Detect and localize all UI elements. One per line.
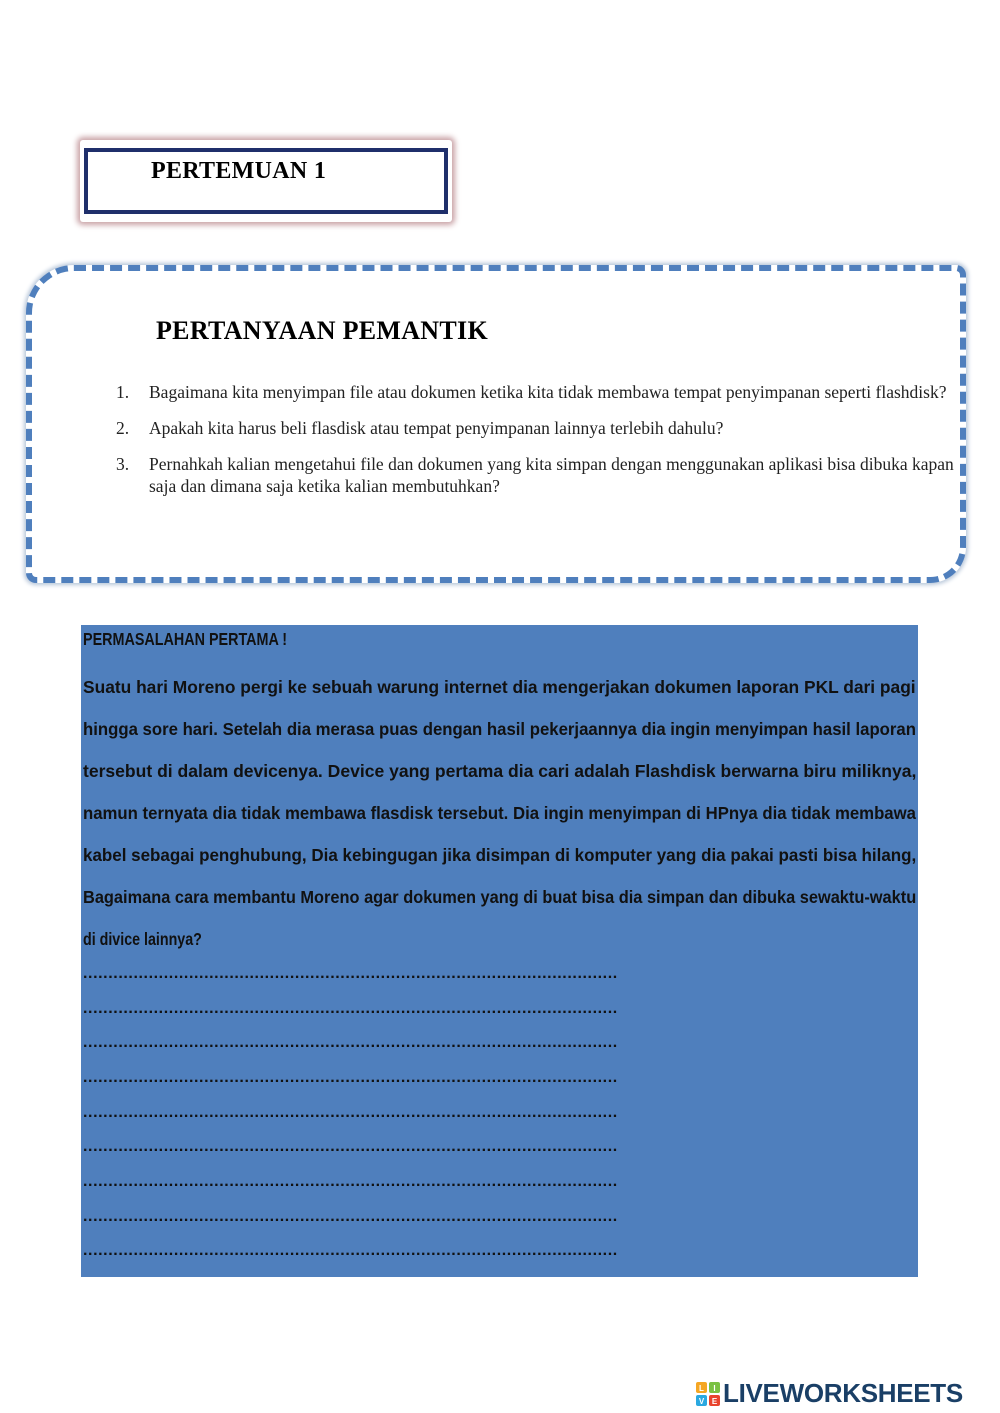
problem-line: kabel sebagai penghubung, Dia kebingugan jika disimpan di komputer yang dia pakai pasti bisa hilang, xyxy=(83,845,917,865)
trigger-questions-list xyxy=(116,381,971,511)
problem-text xyxy=(83,666,918,960)
question-item xyxy=(116,417,971,439)
logo-text: LIVEWORKSHEETS xyxy=(723,1378,963,1408)
logo-letter: L xyxy=(699,1384,704,1393)
question-number: 3. xyxy=(116,454,130,474)
logo-letter: E xyxy=(711,1397,718,1406)
problem-line: Bagaimana cara membantu Moreno agar dokumen yang di buat bisa dia simpan dan dibuka sewaktu-waktu xyxy=(83,887,917,907)
logo-letter: V xyxy=(698,1397,705,1406)
logo-letter: I xyxy=(713,1384,716,1393)
question-number: 1. xyxy=(116,382,130,402)
answer-line[interactable]: .......................................................................................................... xyxy=(83,1208,618,1225)
answer-line[interactable]: .......................................................................................................... xyxy=(83,1173,618,1190)
answer-line[interactable]: .......................................................................................................... xyxy=(83,1138,618,1155)
question-item xyxy=(116,381,971,403)
trigger-questions-heading: PERTANYAAN PEMANTIK xyxy=(156,316,488,345)
problem-line: namun ternyata dia tidak membawa flasdisk tersebut. Dia ingin menyimpan di HPnya dia tidak membawa xyxy=(83,803,916,823)
problem-line: di divice lainnya? xyxy=(83,929,202,949)
problem-line: hingga sore hari. Setelah dia merasa puas dengan hasil pekerjaannya dia ingin menyimpan hasil laporan xyxy=(83,719,916,739)
answer-line[interactable]: .......................................................................................................... xyxy=(83,965,618,982)
answer-line[interactable]: .......................................................................................................... xyxy=(83,1104,618,1121)
answer-line[interactable]: .......................................................................................................... xyxy=(83,1069,618,1086)
problem-line: Suatu hari Moreno pergi ke sebuah warung internet dia mengerjakan dokumen laporan PKL dari pagi xyxy=(83,677,916,697)
question-text: Pernahkah kalian mengetahui file dan dokumen yang kita simpan dengan menggunakan aplikasi bisa dibuka kapan saja dan dimana saja ketika kalian membutuhkan? xyxy=(149,454,954,496)
question-number: 2. xyxy=(116,418,130,438)
answer-line[interactable]: .......................................................................................................... xyxy=(83,1000,618,1017)
answer-line[interactable]: .......................................................................................................... xyxy=(83,1034,618,1051)
question-text: Apakah kita harus beli flasdisk atau tempat penyimpanan lainnya terlebih dahulu? xyxy=(149,418,724,438)
question-text: Bagaimana kita menyimpan file atau dokumen ketika kita tidak membawa tempat penyimpanan seperti flashdisk? xyxy=(149,382,947,402)
problem-heading: PERMASALAHAN PERTAMA ! xyxy=(83,629,288,649)
liveworksheets-logo xyxy=(696,1378,996,1408)
problem-line: tersebut di dalam devicenya. Device yang pertama dia cari adalah Flashdisk berwarna biru miliknya, xyxy=(83,761,917,781)
liveworksheets-logo-icon xyxy=(696,1382,720,1406)
meeting-title-box xyxy=(80,140,452,222)
meeting-title: PERTEMUAN 1 xyxy=(151,158,327,184)
question-item xyxy=(116,453,971,497)
answer-line[interactable]: .......................................................................................................... xyxy=(83,1242,618,1259)
